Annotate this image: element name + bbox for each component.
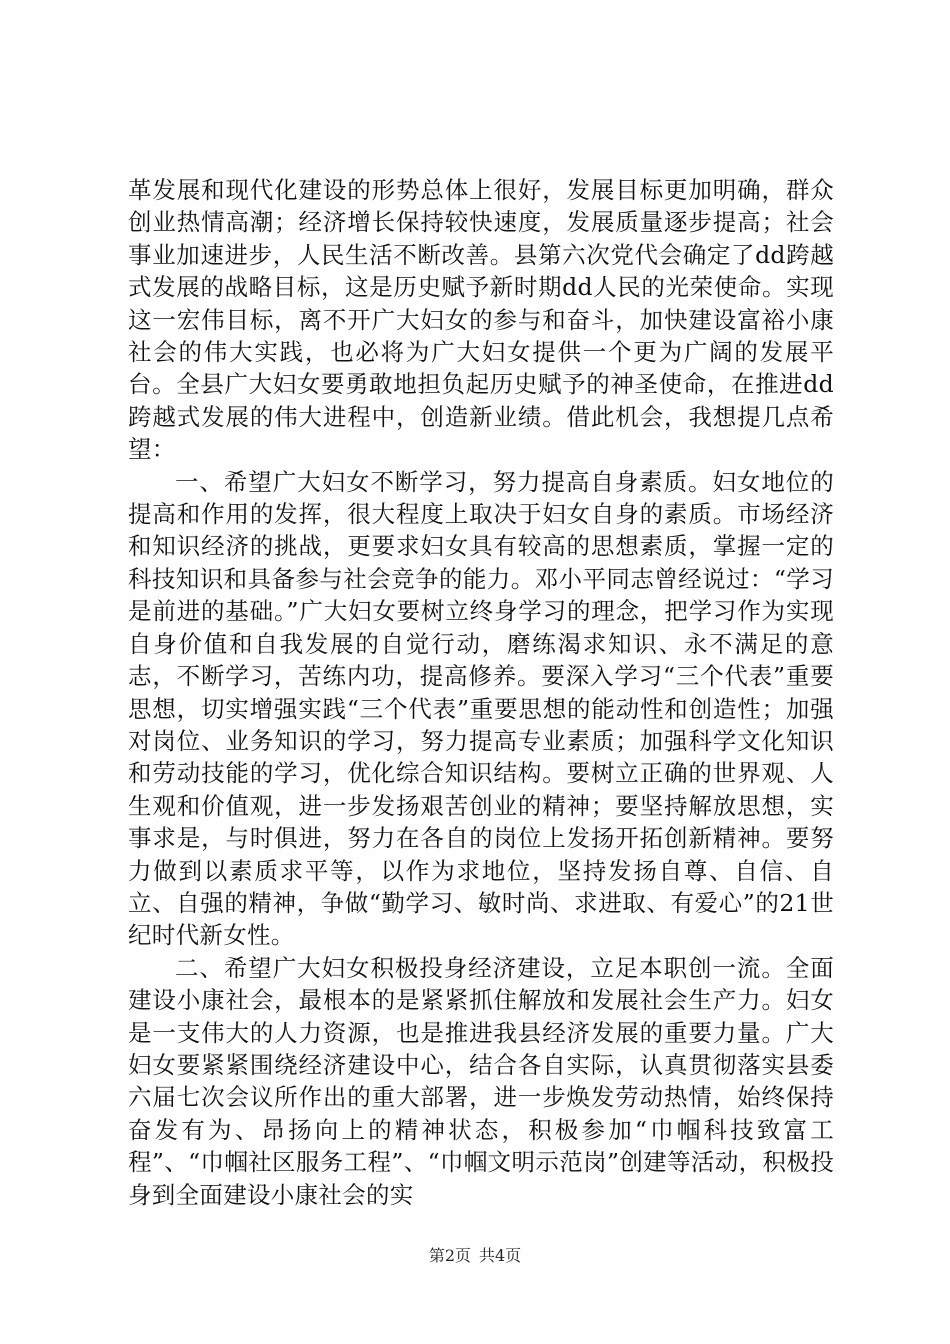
page-footer (0, 1243, 950, 1266)
paragraph-hope-one-study: 一、希望广大妇女不断学习，努力提高自身素质。妇女地位的提高和作用的发挥，很大程度上取决于妇女自身的素质。市场经济和知识经济的挑战，更要求妇女具有较高的思想素质，掌握一定的科技知识和具备参与社会竞争的能力。邓小平同志曾经说过：“学习是前进的基础。”广大妇女要树立终身学习的理念，把学习作为实现自身价值和自我发展的自觉行动，磨练渴求知识、永不满足的意志，不断学习，苦练内功，提高修养。要深入学习“三个代表”重要思想，切实增强实践“三个代表”重要思想的能动性和创造性；加强对岗位、业务知识的学习，努力提高专业素质；加强科学文化知识和劳动技能的学习，优化综合知识结构。要树立正确的世界观、人生观和价值观，进一步发扬艰苦创业的精神；要坚持解放思想，实事求是，与时俱进，努力在各自的岗位上发扬开拓创新精神。要努力做到以素质求平等，以作为求地位，坚持发扬自尊、自信、自立、自强的精神，争做“勤学习、敏时尚、求进取、有爱心”的21世纪时代新女性。 (128, 467, 834, 950)
page-total: 共4页 (479, 1246, 522, 1265)
page-number: 第2页 (428, 1246, 471, 1265)
document-body (128, 174, 834, 1211)
paragraph-hope-two-economy: 二、希望广大妇女积极投身经济建设，立足本职创一流。全面建设小康社会，最根本的是紧紧抓住解放和发展社会生产力。妇女是一支伟大的人力资源，也是推进我县经济发展的重要力量。广大妇女要紧紧围绕经济建设中心，结合各自实际，认真贯彻落实县委六届七次会议所作出的重大部署，进一步焕发劳动热情，始终保持奋发有为、昂扬向上的精神状态，积极参加“巾帼科技致富工程”、“巾帼社区服务工程”、“巾帼文明示范岗”创建等活动，积极投身到全面建设小康社会的实 (128, 953, 834, 1209)
paragraph-intro-continued: 革发展和现代化建设的形势总体上很好，发展目标更加明确，群众创业热情高潮；经济增长保持较快速度，发展质量逐步提高；社会事业加速进步，人民生活不断改善。县第六次党代会确定了dd跨越式发展的战略目标，这是历史赋予新时期dd人民的光荣使命。实现这一宏伟目标，离不开广大妇女的参与和奋斗，加快建设富裕小康社会的伟大实践，也必将为广大妇女提供一个更为广阔的发展平台。全县广大妇女要勇敢地担负起历史赋予的神圣使命，在推进dd跨越式发展的伟大进程中，创造新业绩。借此机会，我想提几点希望： (128, 176, 834, 464)
